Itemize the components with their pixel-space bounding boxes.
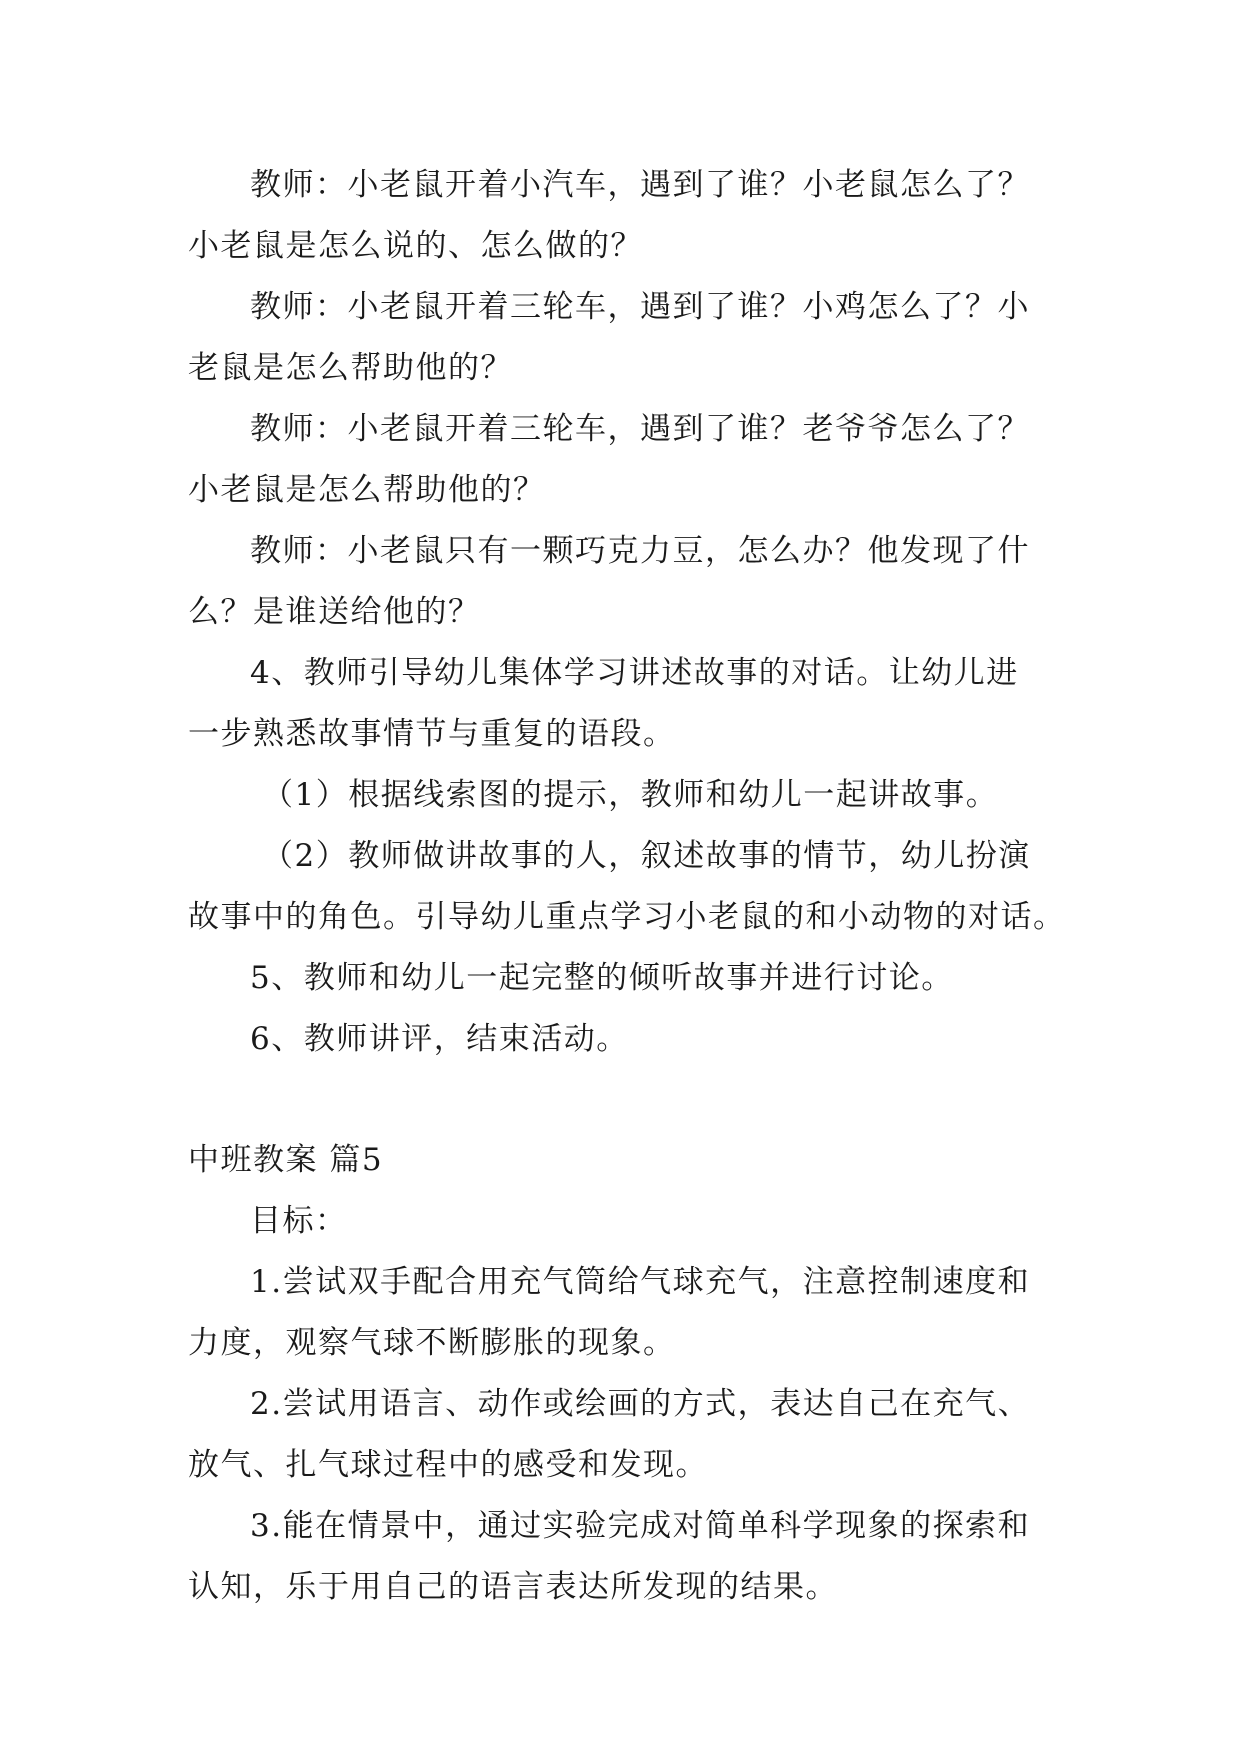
paragraph-line: 一步熟悉故事情节与重复的语段。	[188, 716, 676, 752]
paragraph-line: 6、教师讲评，结束活动。	[250, 1021, 629, 1057]
paragraph-line: 目标：	[250, 1203, 348, 1239]
paragraph-line: 么？是谁送给他的？	[188, 594, 481, 630]
paragraph-line: 放气、扎气球过程中的感受和发现。	[188, 1447, 708, 1483]
paragraph-line: 老鼠是怎么帮助他的？	[188, 350, 513, 386]
paragraph-line: 3.能在情景中，通过实验完成对简单科学现象的探索和	[250, 1508, 1031, 1544]
paragraph-line: 认知，乐于用自己的语言表达所发现的结果。	[188, 1569, 838, 1605]
paragraph-line: 2.尝试用语言、动作或绘画的方式，表达自己在充气、	[250, 1386, 1031, 1422]
section-heading: 中班教案 篇5	[188, 1142, 384, 1178]
paragraph-line: 力度，观察气球不断膨胀的现象。	[188, 1325, 676, 1361]
paragraph-line: 故事中的角色。引导幼儿重点学习小老鼠的和小动物的对话。	[188, 899, 1066, 935]
paragraph-line: 教师：小老鼠开着小汽车，遇到了谁？小老鼠怎么了？	[250, 167, 1030, 203]
paragraph-line: 5、教师和幼儿一起完整的倾听故事并进行讨论。	[250, 960, 954, 996]
paragraph-line: 1.尝试双手配合用充气筒给气球充气，注意控制速度和	[250, 1264, 1031, 1300]
paragraph-line: 教师：小老鼠开着三轮车，遇到了谁？老爷爷怎么了？	[250, 411, 1030, 447]
paragraph-line: 教师：小老鼠开着三轮车，遇到了谁？小鸡怎么了？小	[250, 289, 1030, 325]
paragraph-line: 小老鼠是怎么帮助他的？	[188, 472, 546, 508]
paragraph-line: 教师：小老鼠只有一颗巧克力豆，怎么办？他发现了什	[250, 533, 1030, 569]
paragraph-line: （1）根据线索图的提示，教师和幼儿一起讲故事。	[262, 777, 999, 813]
paragraph-line: 小老鼠是怎么说的、怎么做的？	[188, 228, 643, 264]
paragraph-line: （2）教师做讲故事的人，叙述故事的情节，幼儿扮演	[262, 838, 1031, 874]
paragraph-line: 4、教师引导幼儿集体学习讲述故事的对话。让幼儿进	[250, 655, 1019, 691]
